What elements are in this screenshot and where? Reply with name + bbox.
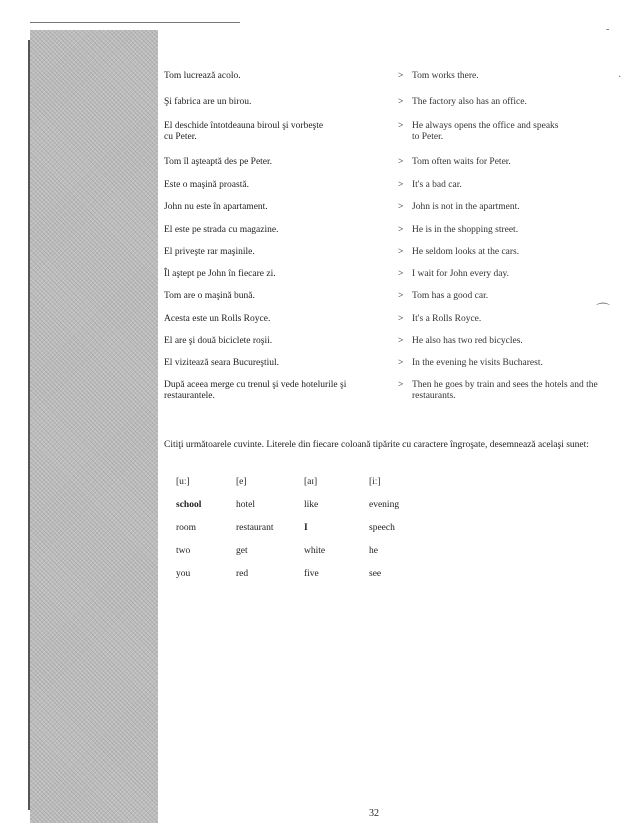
english-sentence: He is in the shopping street.: [412, 225, 519, 235]
scan-mark: ⌒: [596, 304, 610, 319]
word-cell: he: [369, 546, 378, 556]
english-sentence: Tom works there.: [412, 71, 479, 81]
phonetic-header: [iː]: [369, 477, 381, 487]
english-sentence: The factory also has an office.: [412, 97, 527, 107]
english-sentence: He always opens the office and speaks to Peter.: [412, 121, 559, 142]
word-cell: restaurant: [236, 523, 274, 533]
phonetic-header: [e]: [236, 477, 247, 487]
top-rule: [30, 22, 240, 23]
word-cell: I: [304, 523, 308, 533]
arrow-marker: >: [398, 180, 404, 190]
romanian-sentence: Tom lucrează acolo.: [164, 71, 241, 81]
word-cell: like: [304, 500, 319, 510]
arrow-marker: >: [398, 71, 404, 81]
arrow-marker: >: [398, 202, 404, 212]
english-sentence: He also has two red bicycles.: [412, 336, 523, 346]
romanian-sentence: Îl aştept pe John în fiecare zi.: [164, 269, 276, 279]
english-sentence: In the evening he visits Bucharest.: [412, 358, 543, 368]
arrow-marker: >: [398, 225, 404, 235]
word-cell: red: [236, 569, 249, 579]
word-cell: school: [176, 500, 202, 510]
word-cell: two: [176, 546, 191, 556]
page-number: 32: [369, 808, 379, 819]
romanian-sentence: El priveşte rar maşinile.: [164, 247, 255, 257]
word-cell: room: [176, 523, 197, 533]
romanian-sentence: Tom îl aşteaptă des pe Peter.: [164, 157, 273, 167]
arrow-marker: >: [398, 336, 404, 346]
word-cell: five: [304, 569, 319, 579]
arrow-marker: >: [398, 157, 404, 167]
romanian-sentence: Şi fabrica are un birou.: [164, 97, 252, 107]
english-sentence: John is not in the apartment.: [412, 202, 520, 212]
exercise-instruction: Citiţi următoarele cuvinte. Literele din fiecare coloană tipărite cu caractere îngroşate, desemnează acelaşi sunet:: [164, 440, 589, 450]
romanian-sentence: După aceea merge cu trenul şi vede hotelurile şi restaurantele.: [164, 380, 347, 401]
page-edge-line: [28, 40, 30, 810]
arrow-marker: >: [398, 314, 404, 324]
arrow-marker: >: [398, 97, 404, 107]
phonetic-header: [uː]: [176, 477, 190, 487]
romanian-sentence: El este pe strada cu magazine.: [164, 225, 279, 235]
scan-mark: -: [606, 24, 610, 35]
english-sentence: It's a bad car.: [412, 180, 462, 190]
word-cell: speech: [369, 523, 395, 533]
romanian-sentence: Acesta este un Rolls Royce.: [164, 314, 271, 324]
arrow-marker: >: [398, 291, 404, 301]
arrow-marker: >: [398, 247, 404, 257]
romanian-sentence: John nu este în apartament.: [164, 202, 268, 212]
phonetic-header: [aɪ]: [304, 477, 318, 487]
word-cell: hotel: [236, 500, 255, 510]
english-sentence: I wait for John every day.: [412, 269, 509, 279]
english-sentence: Tom often waits for Peter.: [412, 157, 511, 167]
romanian-sentence: Tom are o maşină bună.: [164, 291, 255, 301]
word-cell: evening: [369, 500, 400, 510]
page-sidebar-texture: [30, 30, 158, 823]
word-cell: white: [304, 546, 326, 556]
word-cell: see: [369, 569, 382, 579]
arrow-marker: >: [398, 121, 404, 131]
arrow-marker: >: [398, 269, 404, 279]
romanian-sentence: El deschide întotdeauna biroul şi vorbeşte cu Peter.: [164, 121, 324, 142]
scan-mark: ·: [618, 72, 622, 83]
romanian-sentence: Este o maşină proastă.: [164, 180, 249, 190]
english-sentence: He seldom looks at the cars.: [412, 247, 520, 257]
romanian-sentence: El are şi două biciclete roşii.: [164, 336, 273, 346]
english-sentence: Tom has a good car.: [412, 291, 489, 301]
word-cell: you: [176, 569, 191, 579]
arrow-marker: >: [398, 358, 404, 368]
arrow-marker: >: [398, 380, 404, 390]
english-sentence: Then he goes by train and sees the hotels and the restaurants.: [412, 380, 598, 401]
word-cell: get: [236, 546, 248, 556]
romanian-sentence: El vizitează seara Bucureştiul.: [164, 358, 280, 368]
english-sentence: It's a Rolls Royce.: [412, 314, 482, 324]
